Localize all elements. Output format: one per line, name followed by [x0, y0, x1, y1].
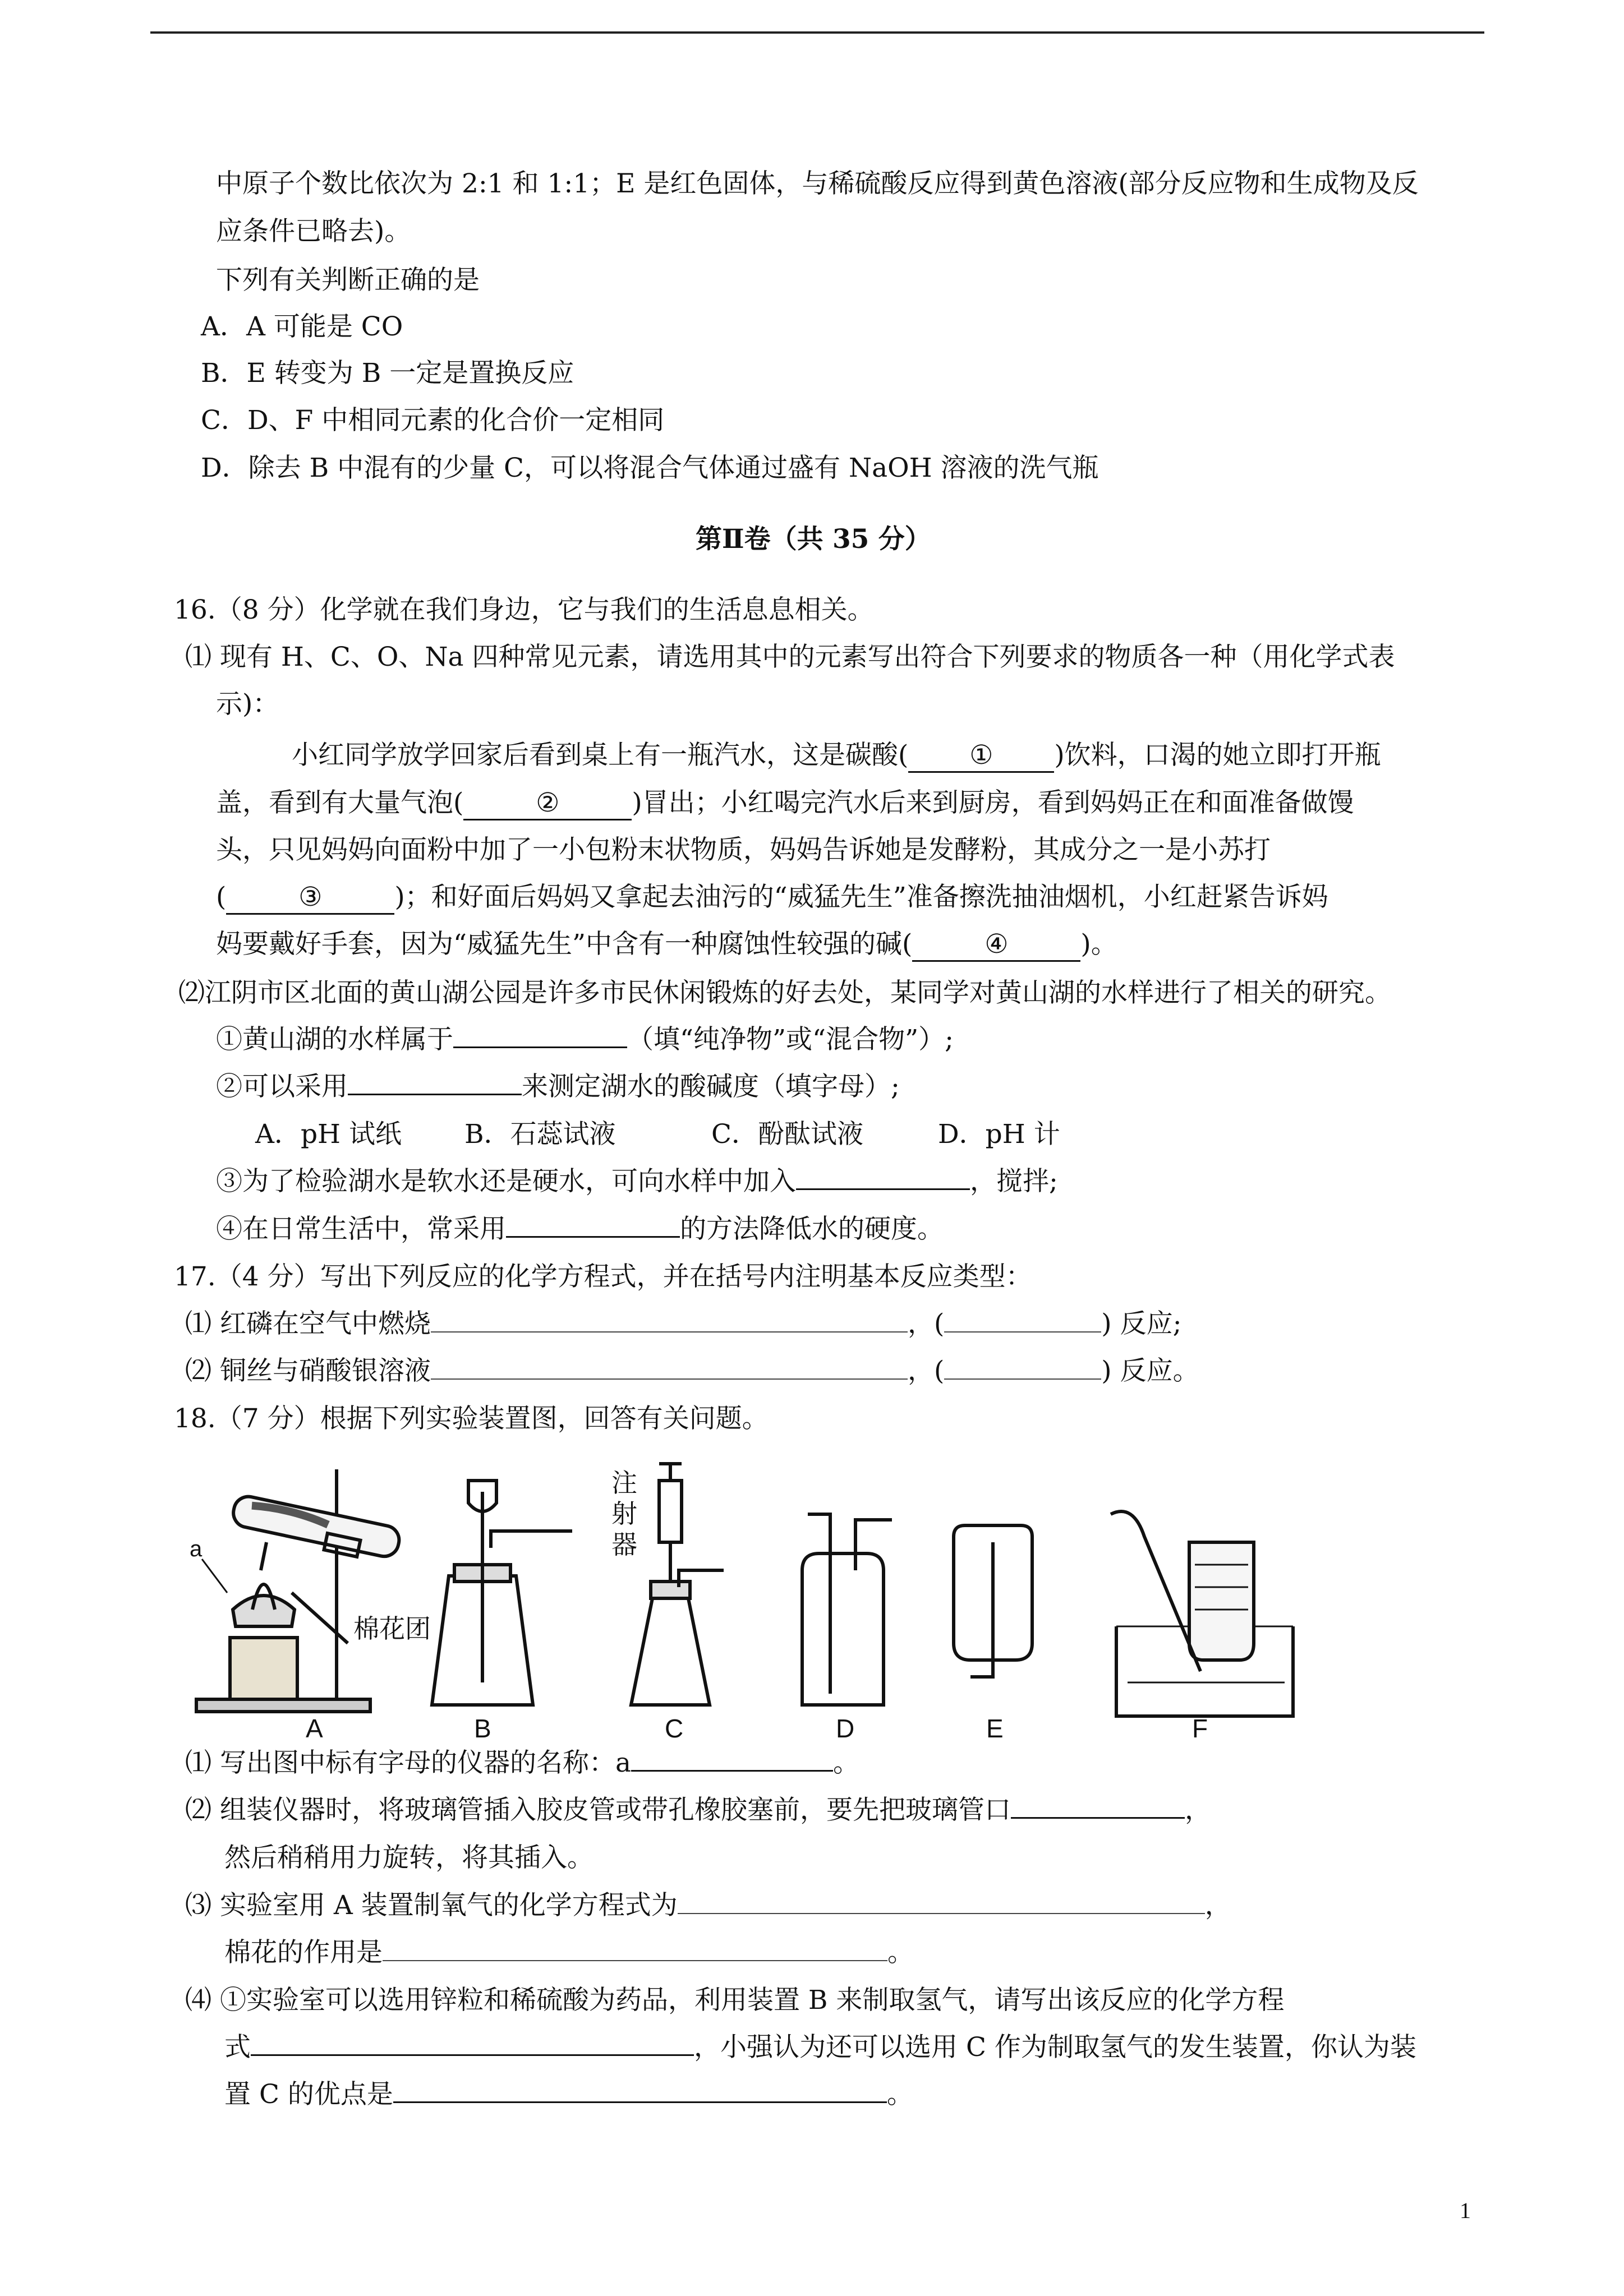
label-syringe-3: 器: [611, 1530, 637, 1559]
q16-sub1: ①黄山湖的水样属于 （填“纯净物”或“混合物”）;: [216, 1024, 954, 1055]
q16-sub3: ③为了检验湖水是软水还是硬水，可向水样中加入 ，搅拌;: [216, 1166, 1058, 1197]
header-rule: [150, 31, 1484, 34]
q16-story-line4: ( ③ )；和好面后妈妈又拿起去油污的“威猛先生”准备擦洗抽油烟机，小红赶紧告诉妈: [216, 880, 1328, 915]
answer-blank-2[interactable]: ②: [463, 787, 632, 820]
q18-part3-line2: 棉花的作用是 。: [224, 1937, 914, 1968]
answer-blank-4[interactable]: ④: [912, 929, 1080, 962]
q16-choice-c: C．酚酞试液: [711, 1119, 863, 1150]
q16-story-line5: 妈要戴好手套，因为“威猛先生”中含有一种腐蚀性较强的碱( ④ )。: [216, 928, 1117, 962]
type2-blank[interactable]: [944, 1378, 1101, 1380]
q18-part1: ⑴ 写出图中标有字母的仪器的名称：a 。: [185, 1748, 859, 1778]
apparatus-e: [954, 1525, 1032, 1677]
q16-story-line2: 盖，看到有大量气泡( ② )冒出；小红喝完汽水后来到厨房，看到妈妈正在和面准备做馒: [216, 786, 1354, 820]
q15-stem-line1: 中原子个数比依次为 2:1 和 1:1；E 是红色固体，与稀硫酸反应得到黄色溶液(部分反应物和生成物及反: [216, 168, 1419, 199]
q15-question: 下列有关判断正确的是: [216, 265, 480, 296]
type1-blank[interactable]: [944, 1331, 1101, 1333]
q18-part2-line2: 然后稍稍用力旋转，将其插入。: [224, 1842, 594, 1873]
apparatus-c: [631, 1464, 724, 1705]
q16-part1-line2: 示)：: [216, 689, 279, 720]
sub1-blank[interactable]: [453, 1046, 627, 1048]
equation2-blank[interactable]: [431, 1378, 908, 1380]
q18-part4-line3: 置 C 的优点是 。: [224, 2079, 913, 2110]
q16-choice-a: A．pH 试纸: [255, 1119, 402, 1150]
equation1-blank[interactable]: [431, 1331, 908, 1333]
q17-reaction2: ⑵ 铜丝与硝酸银溶液 ，( ) 反应。: [185, 1356, 1199, 1386]
q15-option-b: B．E 转变为 B 一定是置换反应: [201, 358, 574, 389]
q16-choice-b: B．石蕊试液: [464, 1119, 616, 1150]
sub3-blank[interactable]: [796, 1188, 970, 1190]
apparatus-figure: [185, 1458, 1324, 1739]
answer-blank-1[interactable]: ①: [908, 740, 1054, 773]
q16-heading: 16.（8 分）化学就在我们身边，它与我们的生活息息相关。: [174, 594, 874, 625]
apparatus-b: [432, 1481, 572, 1705]
apparatus-a: [196, 1469, 402, 1712]
label-syringe-2: 射: [611, 1499, 637, 1528]
q15-stem-line2: 应条件已略去)。: [216, 216, 411, 247]
q15-option-d: D．除去 B 中混有的少量 C，可以将混合气体通过盛有 NaOH 溶液的洗气瓶: [201, 453, 1099, 483]
advantage-blank[interactable]: [393, 2101, 887, 2103]
sub2-blank[interactable]: [348, 1094, 522, 1095]
q16-choice-d: D．pH 计: [938, 1119, 1060, 1150]
hydrogen-equation-blank[interactable]: [251, 2054, 694, 2056]
apparatus-d: [802, 1514, 892, 1705]
caption-b: B: [474, 1714, 491, 1739]
label-syringe-1: 注: [611, 1468, 637, 1497]
caption-d: D: [836, 1714, 855, 1739]
label-a: a: [190, 1537, 203, 1561]
glass-tube-blank[interactable]: [1011, 1817, 1185, 1819]
q18-heading: 18.（7 分）根据下列实验装置图，回答有关问题。: [174, 1403, 769, 1434]
instrument-name-blank[interactable]: [631, 1770, 833, 1772]
caption-e: E: [986, 1714, 1004, 1739]
sub4-blank[interactable]: [506, 1236, 680, 1238]
section-title: 第Ⅱ卷（共 35 分）: [696, 524, 931, 555]
answer-blank-3[interactable]: ③: [226, 882, 394, 915]
q16-sub2: ②可以采用 来测定湖水的酸碱度（填字母）;: [216, 1071, 900, 1102]
q18-part2: ⑵ 组装仪器时，将玻璃管插入胶皮管或带孔橡胶塞前，要先把玻璃管口 ，: [185, 1795, 1211, 1825]
caption-a: A: [306, 1714, 323, 1739]
q15-option-c: C．D、F 中相同元素的化合价一定相同: [201, 405, 665, 436]
label-cotton: 棉花团: [353, 1614, 431, 1643]
cotton-role-blank[interactable]: [383, 1960, 887, 1961]
q18-part3: ⑶ 实验室用 A 装置制氧气的化学方程式为 ，: [185, 1890, 1231, 1921]
q18-part4-line2: 式 ，小强认为还可以选用 C 作为制取氢气的发生装置，你认为装: [224, 2032, 1416, 2063]
apparatus-f: [1111, 1511, 1293, 1716]
q16-story-line1: 小红同学放学回家后看到桌上有一瓶汽水，这是碳酸( ① )饮料，口渴的她立即打开瓶: [292, 739, 1381, 773]
q17-reaction1: ⑴ 红磷在空气中燃烧 ，( ) 反应;: [185, 1308, 1182, 1339]
caption-c: C: [665, 1714, 684, 1739]
q16-part1-line1: ⑴ 现有 H、C、O、Na 四种常见元素，请选用其中的元素写出符合下列要求的物质各一种（用化学式表: [185, 642, 1395, 672]
q15-option-a: A．A 可能是 CO: [201, 311, 403, 342]
q18-part4-line1: ⑷ ①实验室可以选用锌粒和稀硫酸为药品，利用装置 B 来制取氢气，请写出该反应的化学方程: [185, 1985, 1285, 2016]
q16-story-line3: 头，只见妈妈向面粉中加了一小包粉末状物质，妈妈告诉她是发酵粉，其成分之一是小苏打: [216, 835, 1271, 865]
oxygen-equation-blank[interactable]: [678, 1913, 1205, 1914]
page-number: 1: [1460, 2198, 1471, 2223]
q16-part2-line: ⑵江阴市区北面的黄山湖公园是许多市民休闲锻炼的好去处，某同学对黄山湖的水样进行了相关的研究。: [178, 978, 1391, 1008]
caption-f: F: [1192, 1714, 1208, 1739]
q16-sub4: ④在日常生活中，常采用 的方法降低水的硬度。: [216, 1214, 944, 1244]
q17-heading: 17.（4 分）写出下列反应的化学方程式，并在括号内注明基本反应类型：: [174, 1261, 1032, 1292]
